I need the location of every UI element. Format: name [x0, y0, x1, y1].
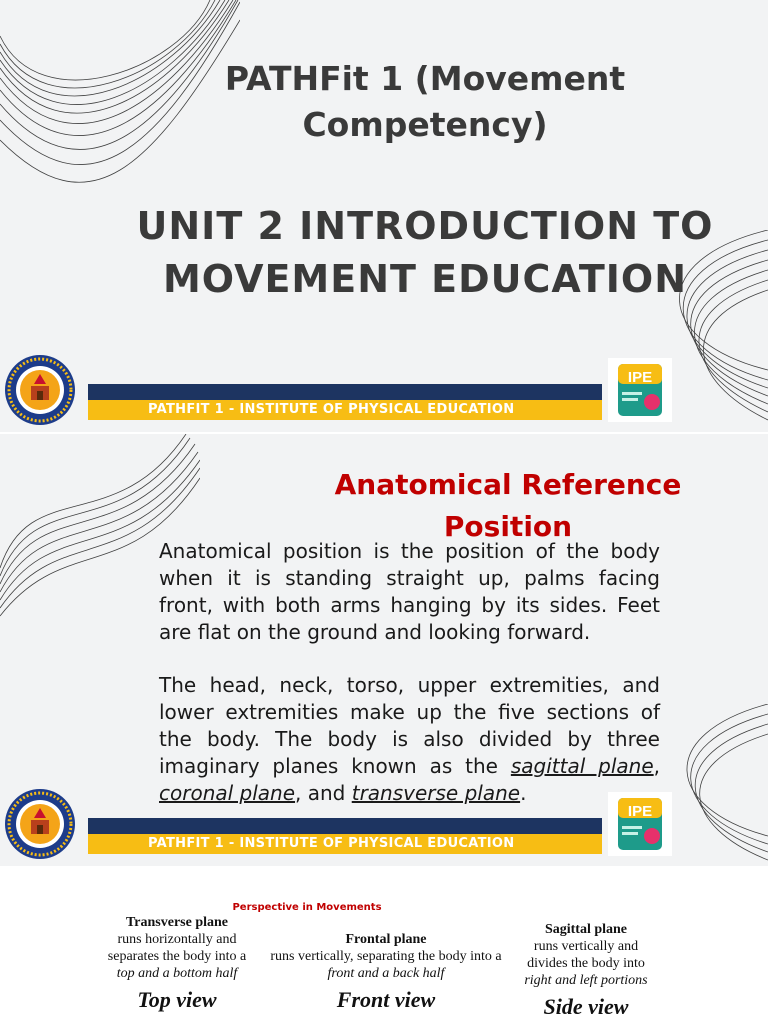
body-text: [159, 538, 660, 833]
banner-text: PATHFIT 1 - INSTITUTE OF PHYSICAL EDUCATION: [88, 834, 602, 854]
term-transverse-plane: transverse plane: [351, 781, 521, 805]
view-label: Top view: [137, 987, 217, 1012]
plane-description: separates the body into a: [107, 949, 247, 964]
title-slide: [0, 0, 768, 432]
separator: , and: [295, 781, 352, 805]
view-label: Side view: [543, 994, 629, 1019]
view-label: Front view: [336, 987, 436, 1012]
plane-division: front and a back half: [327, 966, 445, 981]
plane-description: runs vertically and: [533, 939, 639, 954]
banner-navy-stripe: [88, 818, 602, 834]
anatomical-position-slide: [0, 434, 768, 866]
ipe-logo-text: IPE: [627, 369, 653, 386]
university-seal-logo: [4, 354, 76, 426]
plane-description: runs horizontally and: [117, 932, 237, 947]
paragraph-text: The head, neck, torso, upper extremities, and lower extremities make up the five sections of the body. The body is also divided by three imaginary planes known as the: [159, 673, 660, 778]
footer-banner: [88, 384, 602, 422]
plane-division: right and left portions: [524, 973, 648, 988]
plane-description: divides the body into: [527, 956, 645, 971]
ipe-logo-text: IPE: [627, 803, 653, 820]
term-coronal-plane: coronal plane: [159, 781, 296, 805]
plane-description: runs vertically, separating the body into a: [270, 949, 502, 964]
course-subtitle: PATHFit 1 (Movement Competency): [224, 59, 626, 144]
paragraph-anatomical-position: Anatomical position is the position of the body when it is standing straight up, palms facing front, with both arms hanging by its sides. Feet are flat on the ground and looking forward.: [159, 539, 660, 644]
university-seal-logo: [4, 788, 76, 860]
frontal-plane-column: [262, 931, 510, 1014]
planes-diagram: [0, 868, 768, 1024]
plane-name: Transverse plane: [125, 915, 228, 930]
banner-text: PATHFIT 1 - INSTITUTE OF PHYSICAL EDUCATION: [88, 400, 602, 420]
footer-banner: [88, 818, 602, 856]
transverse-plane-column: [92, 914, 262, 1014]
unit-title: UNIT 2 INTRODUCTION TO MOVEMENT EDUCATION: [136, 204, 714, 301]
ipe-logo: [608, 358, 672, 422]
plane-name: Frontal plane: [345, 932, 427, 947]
plane-name: Sagittal plane: [544, 922, 628, 937]
slide-heading: Anatomical Reference Position: [334, 468, 682, 543]
banner-navy-stripe: [88, 384, 602, 400]
plane-division: top and a bottom half: [116, 966, 238, 981]
diagram-title: Perspective in Movements: [232, 902, 382, 913]
sagittal-plane-column: [506, 921, 666, 1021]
ipe-logo: [608, 792, 672, 856]
paragraph-body-planes: [159, 672, 660, 807]
period: .: [520, 781, 527, 805]
separator: ,: [653, 754, 660, 778]
term-sagittal-plane: sagittal plane: [510, 754, 654, 778]
wave-decoration-right: [660, 704, 768, 866]
